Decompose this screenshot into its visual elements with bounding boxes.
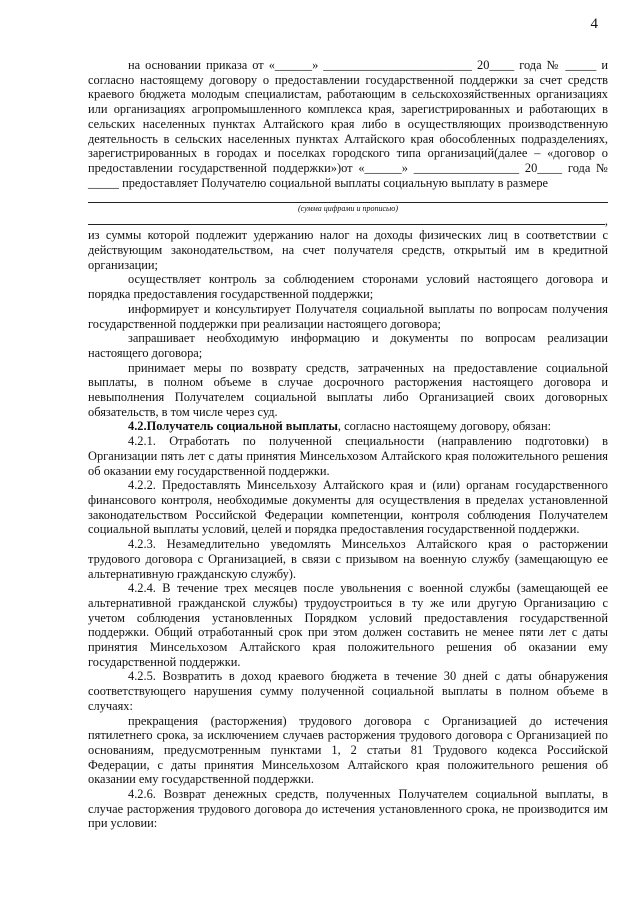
section-heading: [88, 419, 608, 434]
page-number: 4: [590, 16, 598, 32]
clause-4-2-4: 4.2.4. В течение трех месяцев после увольнения с военной службы (замещающей ее альтернативной гражданской службы) трудоустроиться в ту же или другую Организацию с учетом соблюдения установленных Порядком условий предоставления государственной поддержки. Общий отработанный срок при этом должен составить не менее пяти лет с даты принятия Минсельхозом Алтайского края положительного решения об оказании ему государственной поддержки.: [88, 581, 608, 669]
list-item: принимает меры по возврату средств, затраченных на предоставление социальной выплаты, в полном объеме в случае досрочного расторжения настоящего договора и невыполнения Получателем социальной выплаты либо Организацией своих договорных обязательств, в том числе через суд.: [88, 360, 608, 419]
list-item: осуществляет контроль за соблюдением сторонами условий настоящего договора и порядка предоставления государственной поддержки;: [88, 272, 608, 302]
clause-4-2-5: 4.2.5. Возвратить в доход краевого бюджета в течение 30 дней с даты обнаружения соответствующего нарушения сумму полученной социальной выплаты в полном объеме в случаях:: [88, 669, 608, 713]
amount-blank-line: [88, 192, 608, 203]
after-amount-paragraph: из суммы которой подлежит удержанию налог на доходы физических лиц в соответствии с действующим законодательством, на счет получателя средств, открытый им в кредитной организации;: [88, 228, 608, 272]
section-rest: , согласно настоящему договору, обязан:: [337, 419, 552, 434]
section-title: 4.2.Получатель социальной выплаты: [128, 419, 338, 434]
blank-line: [88, 224, 605, 225]
document-body: [88, 58, 608, 831]
amount-caption: (сумма цифрами и прописью): [297, 204, 398, 214]
clause-4-2-2: 4.2.2. Предоставлять Минсельхозу Алтайского края и (или) органам государственного финансового контроля, необходимые документы для осуществления в пределах установленной законодательством Российской Федерации компетенции, контроля соблюдения Получателем социальной выплаты условий, целей и порядка предоставления государственной поддержки.: [88, 478, 608, 537]
comma: ,: [604, 213, 608, 228]
list-item: запрашивает необходимую информацию и документы по вопросам реализации настоящего договора;: [88, 331, 608, 360]
clause-4-2-6: 4.2.6. Возврат денежных средств, полученных Получателем социальной выплаты, в случае расторжения трудового договора до истечения установленного срока, не производится им при условии:: [88, 787, 608, 831]
amount-blank-line-2: [88, 214, 608, 228]
sub-clause: прекращения (расторжения) трудового договора с Организацией до истечения пятилетнего срока, за исключением случаев расторжения трудового договора с Организацией по основаниям, предусмотренным пунктами 1, 2 статьи 81 Трудового кодекса Российской Федерации, с даты принятия Минсельхозом Алтайского края положительного решения об оказании ему государственной поддержки.: [88, 713, 608, 787]
clause-4-2-3: 4.2.3. Незамедлительно уведомлять Минсельхоз Алтайского края о расторжении трудового договора с Организацией, в связи с призывом на военную службу (замещающую ее альтернативную гражданскую службу).: [88, 537, 608, 581]
intro-paragraph: на основании приказа от «______» ________________________ 20____ года № _____ и согласно настоящему договору о предоставлении государственной поддержки за счет средств краевого бюджета молодым специалистам, работающим в сельскохозяйственных организациях или организациях агропромышленного комплекса края, зарегистрированных и работающих в сельских населенных пунктах Алтайского края либо в осуществляющих производственную деятельность в сельских населенных пунктах Алтайского края обособленных подразделениях, зарегистрированных в городах и поселках городского типа организаций(далее – «договор о предоставлении государственной поддержки»)от «______» _________________ 20____ года № _____ предоставляет Получателю социальной выплаты социальную выплату в размере: [88, 58, 608, 190]
clause-4-2-1: 4.2.1. Отработать по полученной специальности (направлению подготовки) в Организации пять лет с даты принятия Минсельхозом Алтайского края положительного решения об оказании ему государственной поддержки.: [88, 434, 608, 478]
list-item: информирует и консультирует Получателя социальной выплаты по вопросам получения государственной поддержки при реализации настоящего договора;: [88, 301, 608, 331]
